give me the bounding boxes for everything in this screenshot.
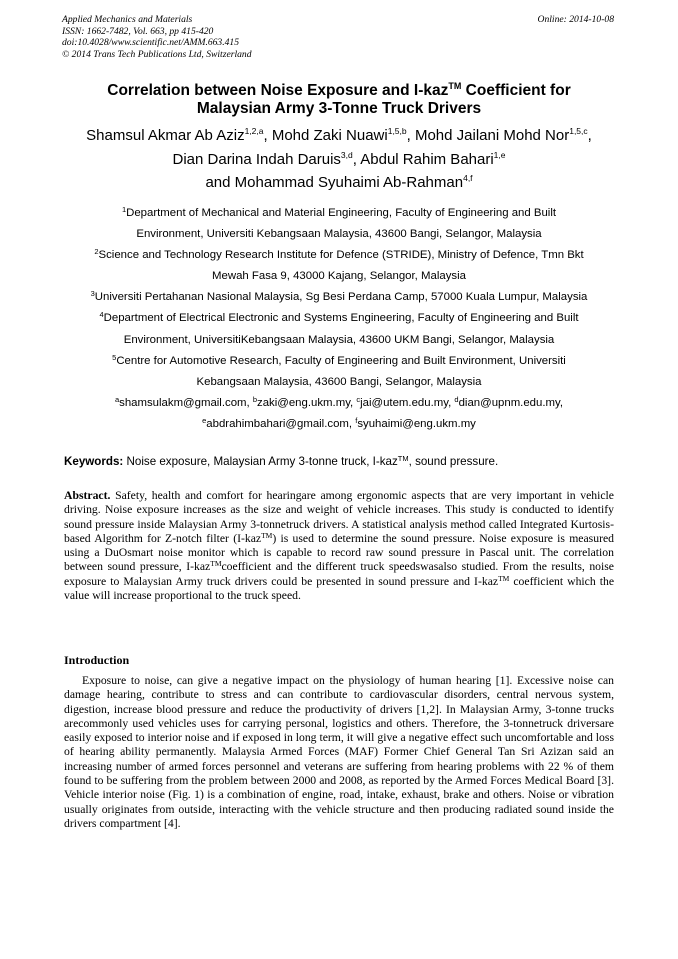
abstract-trademark: TM <box>261 530 273 540</box>
email-address[interactable]: zaki@eng.ukm.my, <box>257 396 357 409</box>
journal-name: Applied Mechanics and Materials <box>62 14 193 25</box>
author-line <box>30 148 648 172</box>
author-name: Shamsul Akmar Ab Aziz <box>86 127 245 144</box>
title-part-2: Coefficient for <box>461 82 571 99</box>
author-affil-sup: 1,e <box>493 149 506 160</box>
email-line <box>40 414 638 435</box>
affiliation-text: Universiti Pertahanan Nasional Malaysia, Sg Besi Perdana Camp, 57000 Kuala Lumpur, Malaysia <box>94 291 588 304</box>
abstract-text: coefficient which the value will increase proportional to the truck speed. <box>64 574 615 603</box>
introduction-heading: Introduction <box>64 653 130 667</box>
email-address[interactable]: abdrahimbahari@gmail.com, <box>206 417 356 430</box>
email-sup: a <box>114 394 120 404</box>
affiliation-line: Mewah Fasa 9, 43000 Kajang, Selangor, Malaysia <box>212 270 466 283</box>
author-line <box>30 171 648 195</box>
journal-copyright: © 2014 Trans Tech Publications Ltd, Switzerland <box>62 48 252 60</box>
author-name: Mohd Zaki Nuawi <box>271 127 388 144</box>
journal-issn: ISSN: 1662-7482, Vol. 663, pp 415-420 <box>62 25 214 37</box>
introduction-paragraph: Exposure to noise, can give a negative impact on the physiology of human hearing [1]. Excessive noise can damage hearing, contribute to stress and can contribute to cardiovascular disorders, central nervous system, digestion, increase blood pressure and reduce the productivity of drivers [1,2]. In Malaysian Army, 3-tonne trucks arecommonly used vehicles uses for carrying personal, logistics and others. Therefore, the 3-tonnetruck driversare easily exposed to interior noise and if exposed in long term, it will give a negative effect such uncomfortable and loss of hearing ability permanently. Malaysia Armed Forces (MAF) Former Chief General Tan Sri Azizan said an increasing number of armed forces personnel and veterans are suffering from hearing problems with 22 % of them found to be suffering from the problem between 2000 and 2008, as reported by the Armed Forces Medical Board [3]. Vehicle interior noise (Fig. 1) is a combination of engine, road, intake, exhaust, brake and others. Noise or vibration usually originates from outside, interacting with the vehicle structure and then producing radiated sound inside the drivers compartment [4]. <box>64 674 614 830</box>
abstract-trademark: TM <box>498 573 510 583</box>
affiliation-sup: 5 <box>112 352 117 362</box>
affiliation-line <box>40 203 638 224</box>
affiliation-sup: 3 <box>90 289 95 299</box>
affiliation-line: Environment, UniversitiKebangsaan Malaysia, 43600 UKM Bangi, Selangor, Malaysia <box>123 333 555 346</box>
affiliation-line: Kebangsaan Malaysia, 43600 Bangi, Selangor, Malaysia <box>196 375 482 388</box>
keywords-text: , sound pressure. <box>408 455 499 468</box>
abstract-text: Safety, health and comfort for hearingare among ergonomic aspects that are very important in vehicle driving. Noise exposure increases as the size and weight of vehicle increases. This study is conducted to identify sound pressure inside Malaysian Army 3-tonnetruck drivers. A statistical analysis method called Integrated Kurtosis-based Algorithm for Z-notch filter (I-kaz <box>64 489 614 545</box>
title-trademark: TM <box>448 81 462 91</box>
journal-header <box>62 14 252 60</box>
online-date: Online: 2014-10-08 <box>537 14 614 25</box>
abstract-trademark: TM <box>210 559 222 569</box>
email-sup: d <box>454 394 459 404</box>
affiliation-line: Environment, Universiti Kebangsaan Malaysia, 43600 Bangi, Selangor, Malaysia <box>136 228 542 241</box>
author-name: and Mohammad Syuhaimi Ab-Rahman <box>205 174 464 191</box>
paper-title <box>40 82 638 118</box>
author-name: Dian Darina Indah Daruis <box>172 150 341 168</box>
author-affil-sup: 1,5,c <box>569 126 588 136</box>
abstract-paragraph <box>64 489 614 603</box>
abstract <box>64 489 614 603</box>
email-address[interactable]: shamsulakm@gmail.com, <box>119 396 253 409</box>
affiliation-sup: 1 <box>121 205 127 214</box>
email-address[interactable]: dian@upnm.edu.my, <box>458 396 564 409</box>
keywords-text: Noise exposure, Malaysian Army 3-tonne truck, I-kaz <box>123 455 398 468</box>
keywords-trademark: TM <box>397 454 409 463</box>
introduction-body <box>64 674 614 831</box>
author-line <box>30 124 648 148</box>
abstract-label: Abstract. <box>64 489 111 502</box>
author-affil-sup: 4,f <box>463 173 473 183</box>
affiliation-line <box>40 287 638 308</box>
email-address[interactable]: syuhaimi@eng.ukm.my <box>357 417 476 430</box>
keywords <box>64 455 624 469</box>
affiliation-text: Centre for Automotive Research, Faculty of Engineering and Built Environment, Universiti <box>116 354 566 367</box>
affiliation-text: Department of Mechanical and Material Engineering, Faculty of Engineering and Built <box>126 207 557 219</box>
email-sup: e <box>202 415 207 425</box>
author-name: Mohd Jailani Mohd Nor <box>414 127 570 144</box>
author-separator: , <box>587 127 592 144</box>
email-line <box>40 393 638 414</box>
author-separator: , <box>352 150 361 168</box>
email-address[interactable]: jai@utem.edu.my, <box>360 396 455 409</box>
affiliation-text: Science and Technology Research Institute for Defence (STRIDE), Ministry of Defence, Tmn Bkt <box>98 249 584 262</box>
author-separator: , <box>263 127 272 144</box>
author-affil-sup: 1,2,a <box>244 126 264 136</box>
affiliation-text: Department of Electrical Electronic and Systems Engineering, Faculty of Engineering and Built <box>103 312 579 325</box>
author-separator: , <box>406 127 415 144</box>
author-name: Abdul Rahim Bahari <box>360 150 494 168</box>
abstract-text: coefficient and the different truck speedswasalso studied. From the results, noise exposure to Malaysian Army truck drivers could be presented in sound pressure and I-kaz <box>64 560 614 588</box>
affiliation-line <box>40 351 638 372</box>
title-part-1: Correlation between Noise Exposure and I-kaz <box>107 82 449 99</box>
affiliation-list <box>40 203 638 435</box>
title-line-1 <box>40 82 638 100</box>
title-line-2: Malaysian Army 3-Tonne Truck Drivers <box>196 100 482 117</box>
affiliation-sup: 4 <box>99 310 104 320</box>
affiliation-line <box>40 308 638 329</box>
email-sup: c <box>356 394 361 404</box>
author-list <box>30 124 648 195</box>
keywords-label: Keywords: <box>64 455 124 468</box>
journal-doi[interactable]: doi:10.4028/www.scientific.net/AMM.663.415 <box>62 37 240 48</box>
author-affil-sup: 3,d <box>340 149 353 160</box>
author-affil-sup: 1,5,b <box>387 126 407 136</box>
email-sup: b <box>252 394 258 404</box>
abstract-text: ) is used to determine the sound pressure. Noise exposure is measured using a DuOsmart noise monitor which is capable to record raw sound pressure in Pascal unit. The correlation between sound pressure, I-kaz <box>64 531 614 574</box>
affiliation-sup: 2 <box>94 247 99 257</box>
email-sup: f <box>355 415 358 425</box>
affiliation-line <box>40 245 638 266</box>
